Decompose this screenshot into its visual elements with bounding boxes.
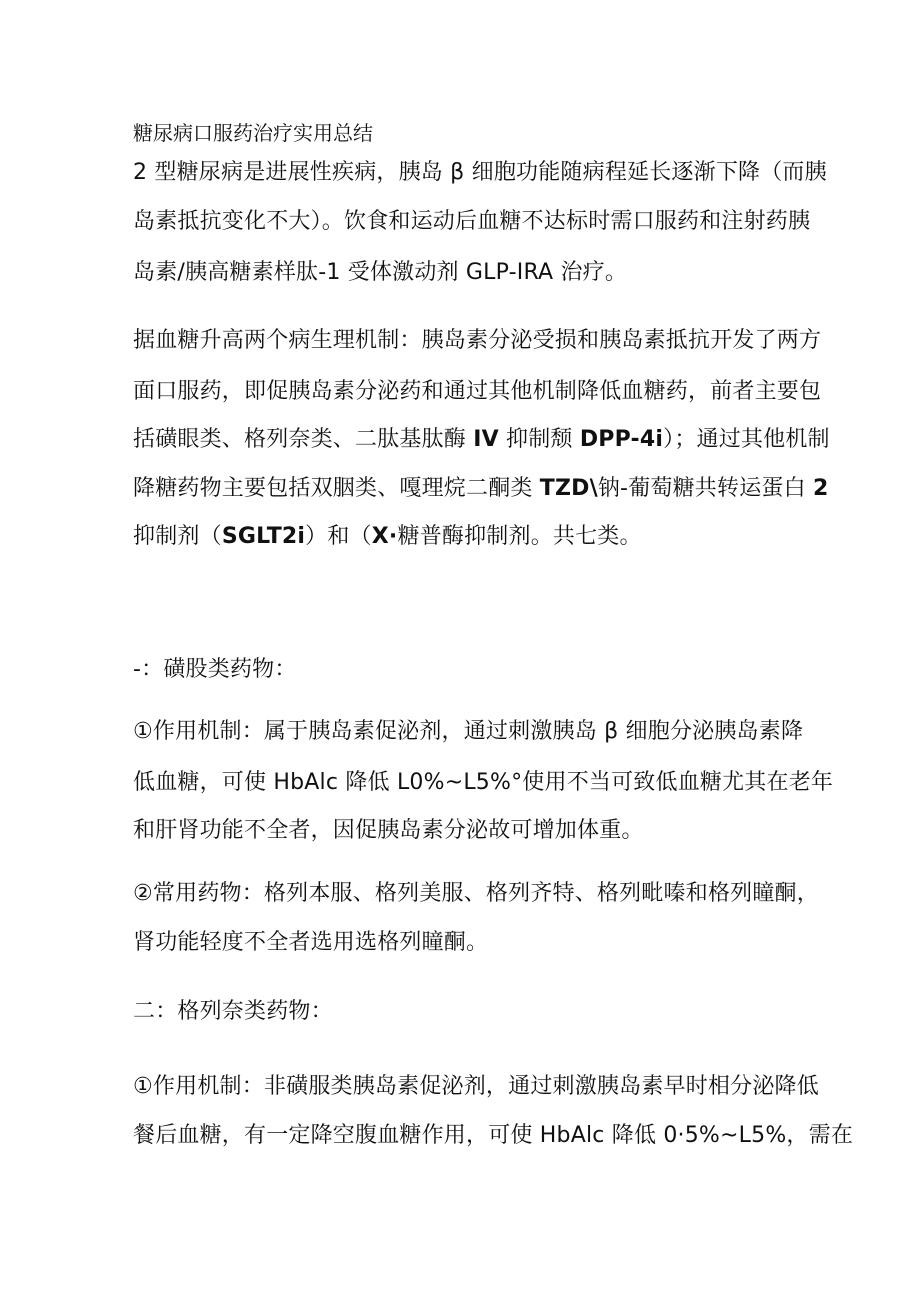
mechanism-text: 括磺眼类、格列奈类、二肽基肽酶 [133,427,474,452]
mechanism-text: 降糖药物主要包括双胭类、嘎理烷二酮类 [133,476,540,501]
mechanism-bold-term: SGLT2i [221,524,306,549]
intro-line-2: 岛素抵抗变化不大）。饮食和运动后血糖不达标时需口服药和注射药胰 [133,209,811,234]
section-2-heading: 二：格列奈类药物： [133,999,333,1024]
mechanism-bold-term: IV [473,427,499,452]
mechanism-text: ）和（ [305,524,372,549]
mechanism-text: 糖普酶抑制剂。共七类。 [397,524,642,549]
mechanism-text: 抑制剂（ [133,524,222,549]
s1-p2-line-2: 肾功能轻度不全者选用选格列瞳酮。 [133,930,489,955]
s1-p1-line-3: 和肝肾功能不全者，因促胰岛素分泌故可增加体重。 [133,818,644,843]
s2-p1-line-1: ①作用机制：非磺服类胰岛素促泌剂，通过刺激胰岛素早时相分泌降低 [133,1074,819,1099]
intro-line-1: 2 型糖尿病是进展性疾病，胰岛 β 细胞功能随病程延长逐渐下降（而胰 [133,160,827,185]
doc-title: 糖尿病口服药治疗实用总结 [133,121,373,145]
mechanism-line-5 [133,521,642,553]
s2-p1-line-2: 餐后血糖，有一定降空腹血糖作用，可使 HbAlc 降低 0·5%~L5%，需在 [133,1123,854,1148]
mechanism-text: ）；通过其他机制 [663,427,830,452]
mechanism-text: 抑制颓 [498,427,580,452]
s1-p1-line-1: ①作用机制：属于胰岛素促泌剂，通过刺激胰岛 β 细胞分泌胰岛素降 [133,719,804,744]
mechanism-bold-term: 2 [813,476,829,501]
mechanism-bold-term: X· [371,524,398,549]
section-1-heading: -：磺股类药物： [133,657,297,682]
mechanism-bold-term: TZD\ [539,476,598,501]
intro-line-3: 岛素/胰高糖素样肽-1 受体激动剂 GLP-IRA 治疗。 [133,260,628,285]
s1-p1-line-2: 低血糖，可使 HbAlc 降低 L0%~L5%°使用不当可致低血糖尤其在老年 [133,770,834,795]
s1-p2-line-1: ②常用药物：格列本服、格列美服、格列齐特、格列毗嗪和格列瞳酮， [133,881,819,906]
mechanism-bold-term: DPP-4i [579,427,664,452]
mechanism-line-4 [133,473,829,505]
mechanism-line-1: 据血糖升高两个病生理机制：胰岛素分泌受损和胰岛素抵抗开发了两方 [133,328,822,353]
mechanism-text: 钠-葡萄糖共转运蛋白 [597,476,813,501]
mechanism-line-2: 面口服药，即促胰岛素分泌药和通过其他机制降低血糖药，前者主要包 [133,379,822,404]
mechanism-line-3 [133,424,830,456]
